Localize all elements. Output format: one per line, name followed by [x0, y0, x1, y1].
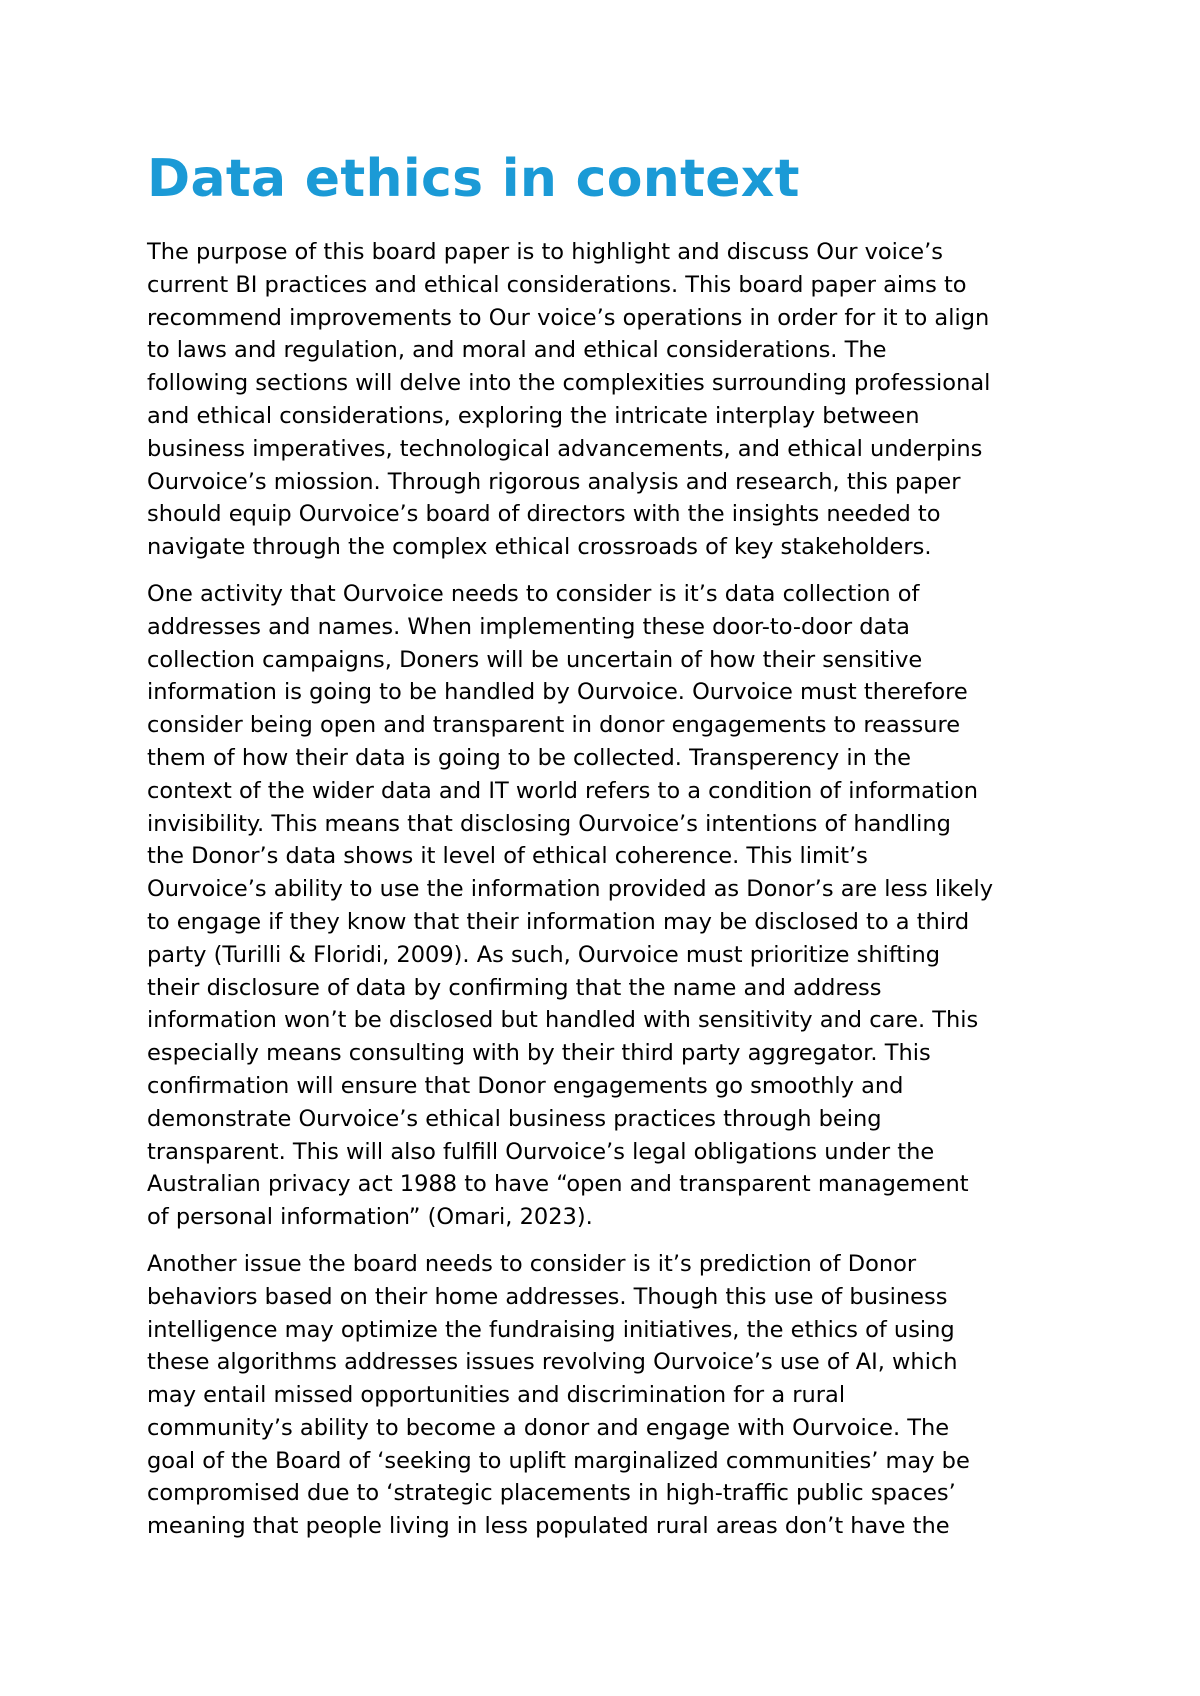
- text-line: intelligence may optimize the fundraising initiatives, the ethics of using: [147, 1316, 955, 1343]
- text-line: especially means consulting with by their third party aggregator. This: [147, 1040, 931, 1067]
- text-line: compromised due to ‘strategic placements in high-traffic public spaces’: [147, 1480, 956, 1507]
- document-title: Data ethics in context: [147, 149, 800, 209]
- text-line: current BI practices and ethical considerations. This board paper aims to: [147, 271, 967, 298]
- text-line: to engage if they know that their information may be disclosed to a third: [147, 908, 970, 935]
- text-line: these algorithms addresses issues revolving Ourvoice’s use of AI, which: [147, 1349, 958, 1376]
- text-line: confirmation will ensure that Donor engagements go smoothly and: [147, 1072, 904, 1099]
- text-line: transparent. This will also fulfill Ourvoice’s legal obligations under the: [147, 1138, 935, 1165]
- text-line: Ourvoice’s ability to use the information provided as Donor’s are less likely: [147, 876, 994, 903]
- text-line: goal of the Board of ‘seeking to uplift marginalized communities’ may be: [147, 1447, 970, 1474]
- text-line: One activity that Ourvoice needs to consider is it’s data collection of: [147, 580, 920, 607]
- text-line: Australian privacy act 1988 to have “open and transparent management: [147, 1171, 969, 1198]
- text-line: demonstrate Ourvoice’s ethical business practices through being: [147, 1105, 882, 1132]
- text-line: and ethical considerations, exploring the intricate interplay between: [147, 402, 920, 429]
- text-line: navigate through the complex ethical crossroads of key stakeholders.: [147, 534, 932, 561]
- paragraph-donor-prediction: [147, 1248, 1067, 1543]
- text-line: them of how their data is going to be collected. Transperency in the: [147, 744, 911, 771]
- text-line: invisibility. This means that disclosing Ourvoice’s intentions of handling: [147, 810, 951, 837]
- paragraph-purpose: [147, 236, 1067, 564]
- paragraph-data-collection: [147, 578, 1067, 1234]
- text-line: meaning that people living in less populated rural areas don’t have the: [147, 1513, 950, 1540]
- text-line: information won’t be disclosed but handled with sensitivity and care. This: [147, 1007, 979, 1034]
- text-line: community’s ability to become a donor and engage with Ourvoice. The: [147, 1414, 950, 1441]
- text-line: Ourvoice’s miossion. Through rigorous analysis and research, this paper: [147, 468, 961, 495]
- text-line: context of the wider data and IT world refers to a condition of information: [147, 777, 979, 804]
- document-body: [147, 146, 1067, 1557]
- text-line: of personal information” (Omari, 2023).: [147, 1204, 593, 1231]
- text-line: The purpose of this board paper is to highlight and discuss Our voice’s: [147, 239, 944, 265]
- text-line: may entail missed opportunities and discrimination for a rural: [147, 1382, 846, 1409]
- text-line: recommend improvements to Our voice’s operations in order for it to align: [147, 304, 990, 331]
- text-line: to laws and regulation, and moral and ethical considerations. The: [147, 337, 887, 364]
- text-line: information is going to be handled by Ourvoice. Ourvoice must therefore: [147, 679, 968, 706]
- text-line: the Donor’s data shows it level of ethical coherence. This limit’s: [147, 843, 868, 870]
- text-line: should equip Ourvoice’s board of directors with the insights needed to: [147, 501, 941, 528]
- text-line: their disclosure of data by confirming that the name and address: [147, 974, 882, 1001]
- text-line: Another issue the board needs to consider is it’s prediction of Donor: [147, 1250, 917, 1277]
- text-line: collection campaigns, Doners will be uncertain of how their sensitive: [147, 646, 923, 673]
- text-line: following sections will delve into the complexities surrounding professional: [147, 370, 991, 397]
- text-line: consider being open and transparent in donor engagements to reassure: [147, 712, 961, 739]
- text-line: business imperatives, technological advancements, and ethical underpins: [147, 435, 983, 462]
- text-line: party (Turilli & Floridi, 2009). As such, Ourvoice must prioritize shifting: [147, 941, 941, 968]
- text-line: behaviors based on their home addresses. Though this use of business: [147, 1283, 948, 1310]
- text-line: addresses and names. When implementing these door-to-door data: [147, 613, 910, 640]
